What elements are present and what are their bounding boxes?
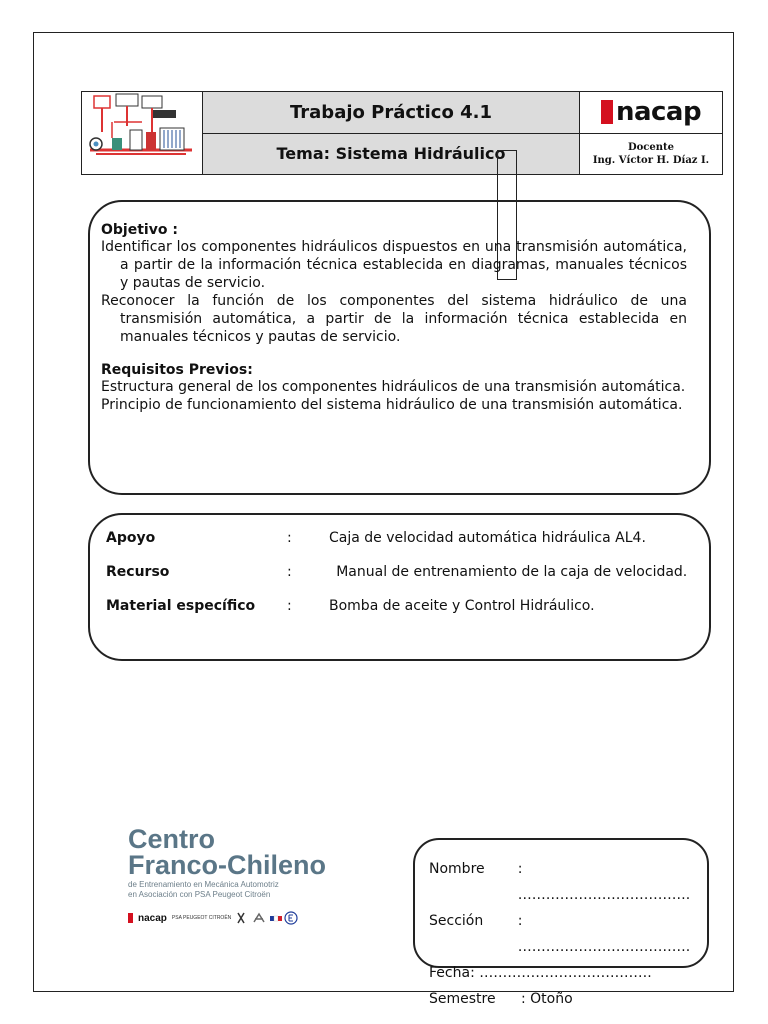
inacap-red-mark-icon xyxy=(601,100,613,124)
inacap-brand-text: nacap xyxy=(615,97,702,128)
support-box xyxy=(88,513,711,661)
document-subtitle: Tema: Sistema Hidráulico xyxy=(203,133,579,175)
support-colon: : xyxy=(287,598,292,614)
hydraulic-system-icon xyxy=(82,92,200,172)
footer-label: Semestre xyxy=(429,991,496,1007)
cfc-sub1: de Entrenamiento en Mecánica Automotriz xyxy=(128,880,279,889)
partner-inacap: nacap xyxy=(138,912,167,924)
support-label: Material específico xyxy=(106,598,256,614)
footer-row-nombre xyxy=(429,856,693,908)
support-label: Apoyo xyxy=(106,530,156,546)
support-value: Bomba de aceite y Control Hidráulico. xyxy=(329,598,595,614)
support-row-recurso xyxy=(106,563,693,581)
support-value: Caja de velocidad automática hidráulica AL4. xyxy=(329,530,646,546)
cfc-line1: Centro xyxy=(128,824,215,854)
footer-row-seccion xyxy=(429,908,693,960)
support-value: : Manual de entrenamiento de la caja de velocidad. xyxy=(287,564,688,580)
footer-row-fecha xyxy=(429,960,693,986)
objective-box xyxy=(88,200,711,495)
footer-label: Sección xyxy=(429,913,484,929)
document-header xyxy=(81,91,723,175)
objective-item: Identificar los componentes hidráulicos dispuestos en una transmisión automática, a partir de la información técnica establecida en diagramas, manuales técnicos y pautas de servicio. xyxy=(101,239,687,291)
docente-name: Ing. Víctor H. Díaz I. xyxy=(592,154,710,166)
partner-brand-icons xyxy=(236,910,298,926)
centro-franco-chileno-logo xyxy=(128,826,348,936)
cfc-sub2: en Asociación con PSA Peugeot Citroën xyxy=(128,890,271,899)
partner-psa: PSA PEUGEOT CITROËN xyxy=(171,915,232,921)
objective-title: Objetivo : xyxy=(101,222,178,238)
footer-value: : Otoño xyxy=(521,991,573,1007)
student-info-box xyxy=(413,838,709,1007)
cfc-line2: Franco-Chileno xyxy=(128,850,327,880)
inacap-logo xyxy=(580,92,722,134)
footer-label: Fecha xyxy=(429,965,471,981)
support-colon: : xyxy=(287,530,292,546)
footer-value[interactable]: : ………………………………. xyxy=(470,965,652,981)
footer-value[interactable]: : ………………………………. xyxy=(517,861,691,903)
requisites-title: Requisitos Previos: xyxy=(101,362,253,378)
partner-logos xyxy=(128,910,348,926)
document-title: Trabajo Práctico 4.1 xyxy=(203,92,579,133)
support-row-material xyxy=(106,597,693,615)
hydraulic-diagram-logo xyxy=(82,92,203,174)
objective-item: Reconocer la función de los componentes del sistema hidráulico de una transmisión automática, a partir de la información técnica establecida en manuales técnicos y pautas de servicio. xyxy=(101,293,687,345)
support-label: Recurso xyxy=(106,564,170,580)
docente-label: Docente xyxy=(627,141,675,153)
requisite-item: Principio de funcionamiento del sistema hidráulico de una transmisión automática. xyxy=(101,397,683,413)
footer-row-semestre xyxy=(429,986,693,1012)
inacap-mini-mark-icon xyxy=(128,913,133,923)
footer-label: Nombre xyxy=(429,861,485,877)
requisite-item: Estructura general de los componentes hidráulicos de una transmisión automática. xyxy=(101,379,686,395)
footer-value[interactable]: : ………………………………. xyxy=(517,913,691,955)
support-row-apoyo xyxy=(106,529,693,547)
